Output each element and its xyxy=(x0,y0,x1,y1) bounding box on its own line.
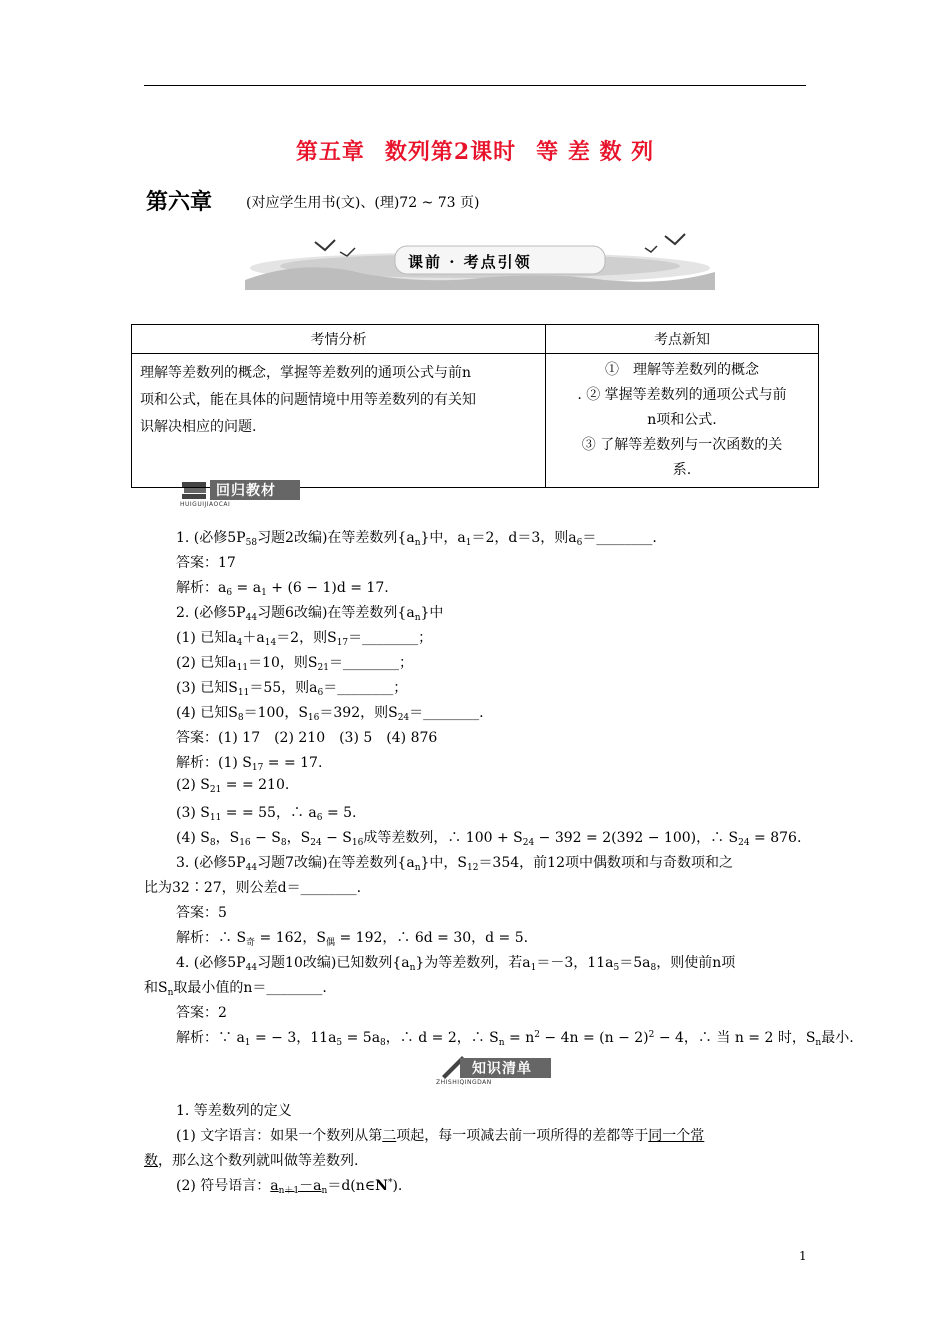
section-zhishi: 知识清单 ZHISHIQINGDAN xyxy=(436,1052,551,1082)
knowledge-symbolic: (2) 符号语言：$a_{n+1}-a_n=d(n\in N^*)$. xyxy=(176,1178,403,1196)
q2-analysis-4: (4) $S_8$，$S_{16} - S_8$，$S_{24} - S_{16}$成等差数列，∴ $100 + S_{24} - 392 = 2(392 - 100)$，∴ $S_{24} = 876$. xyxy=(176,830,802,848)
q2-analysis-2: (2) $S_{21}$ = = 210. xyxy=(176,777,290,795)
header-rule xyxy=(144,85,806,86)
q4-answer: 答案：2 xyxy=(176,1005,227,1021)
q3-question: 3. (必修$5P_{44}$习题7改编)在等差数列$\{a_n\}$中，$S_{12}=354$，前12项中偶数项和与奇数项和之 xyxy=(176,855,733,873)
knowledge-text-2: 数，那么这个数列就叫做等差数列. xyxy=(144,1153,359,1169)
q2-question: 2. (必修$5P_{44}$习题6改编)在等差数列$\{a_n\}$中 xyxy=(176,605,444,623)
chapter-heading: 第六章 xyxy=(146,189,213,215)
q1-question: 1. (必修$5P_{58}$习题2改编)在等差数列$\{a_n\}$中，$a_1=2$，d＝3，则$a_6=\_\_\_\_\_\_\_\_$. xyxy=(176,530,657,548)
q2-part1: (1) 已知$a_4+a_{14}=2$，则$S_{17}=\_\_\_\_\_\_\_\_$； xyxy=(176,630,433,648)
q4-question-cont: 和$S_n$取最小值的n＝________. xyxy=(144,980,327,998)
page-reference: (对应学生用书(文)、(理)72 ~ 73 页) xyxy=(246,195,480,211)
knowledge-text-1: (1) 文字语言：如果一个数列从第二项起，每一项减去前一项所得的差都等于同一个常 xyxy=(176,1128,705,1144)
bird-icon xyxy=(315,240,335,250)
q3-question-cont: 比为32∶27，则公差d＝________. xyxy=(144,880,362,896)
title-lesson: 数列第2课时 xyxy=(384,139,517,165)
section-huigui: 回归教材 HUIGUIJIAOCAI xyxy=(180,474,300,504)
q2-part3: (3) 已知$S_{11}=55$，则$a_6=\_\_\_\_\_\_\_\_$； xyxy=(176,680,408,698)
knowledge-heading: 1. 等差数列的定义 xyxy=(176,1103,292,1119)
analysis-cell: 理解等差数列的概念，掌握等差数列的通项公式与前n 项和公式，能在具体的问题情境中用等差数列的有关知 识解决相应的问题. xyxy=(132,354,546,488)
table-header-points: 考点新知 xyxy=(546,325,819,354)
info-table xyxy=(131,324,819,488)
bird-icon xyxy=(665,234,685,244)
q2-part2: (2) 已知$a_{11}=10$，则$S_{21}=\_\_\_\_\_\_\_\_$； xyxy=(176,655,413,673)
points-cell: ① 理解等差数列的概念 . ② 掌握等差数列的通项公式与前 n项和公式. ③ 了解等差数列与一次函数的关 系. xyxy=(546,354,819,488)
title-topic: 等 差 数 列 xyxy=(536,139,655,165)
bird-icon xyxy=(645,246,657,252)
table-header-analysis: 考情分析 xyxy=(132,325,546,354)
banner-title: 课前 · 考点引领 xyxy=(408,253,532,271)
q4-analysis: 解析：∵ $a_1$ = − 3，$11a_5 = 5a_8$，∴ d = 2，∴ $S_n = n^2 - 4n = (n - 2)^2 - 4$，∴ 当 n = 2 时，$S_n$最小. xyxy=(176,1030,854,1048)
q2-analysis-3: (3) $S_{11}$ = = 55，∴ $a_6 = 5$. xyxy=(176,805,357,823)
q1-analysis: 解析：$a_6 = a_1 + (6 - 1)d = 17$. xyxy=(176,580,389,598)
q2-analysis-1: 解析：(1) $S_{17}$ = = 17. xyxy=(176,755,323,773)
title-chapter: 第五章 xyxy=(295,139,365,165)
q2-part4: (4) 已知$S_8=100$，$S_{16}=392$，则$S_{24}=\_\_\_\_\_\_\_\_$. xyxy=(176,705,484,723)
q3-answer: 答案：5 xyxy=(176,905,227,921)
q2-answer: 答案：(1) 17 (2) 210 (3) 5 (4) 876 xyxy=(176,730,438,746)
q3-analysis: 解析：∴ $S_奇 = 162$，$S_偶 = 192$，∴ 6d = 30，d = 5. xyxy=(176,930,529,948)
q1-answer: 答案：17 xyxy=(176,555,236,571)
books-icon xyxy=(180,474,210,504)
page-number: 1 xyxy=(799,1249,807,1263)
q4-question: 4. (必修$5P_{44}$习题10改编)已知数列$\{a_n\}$为等差数列，若$a_1=-3$，$11a_5=5a_8$，则使前n项 xyxy=(176,955,736,973)
page-title xyxy=(0,135,950,166)
